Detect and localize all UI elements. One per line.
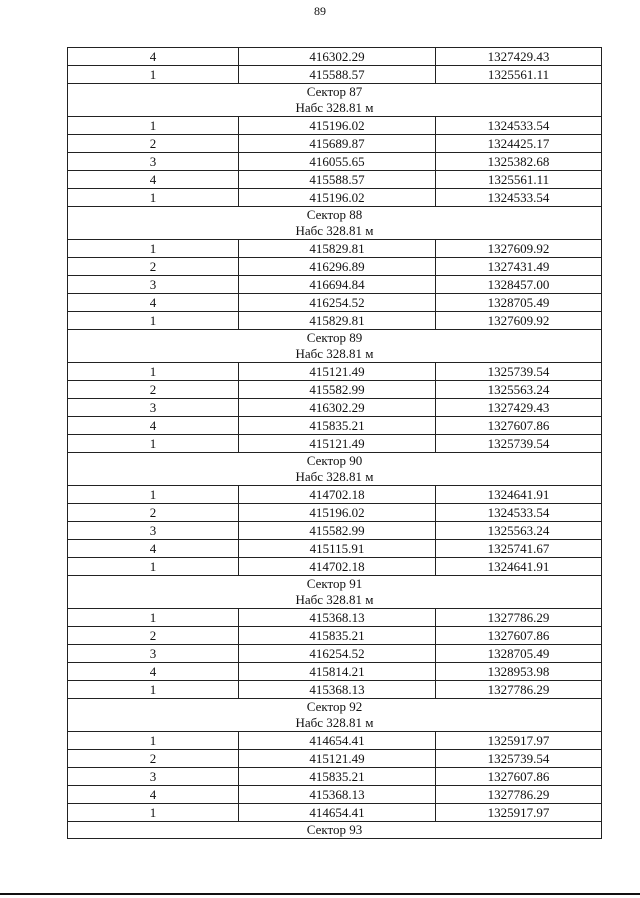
sector-header-row bbox=[68, 84, 602, 101]
y-coordinate: 1327786.29 bbox=[436, 681, 602, 699]
point-number: 1 bbox=[68, 66, 239, 84]
y-coordinate: 1327786.29 bbox=[436, 786, 602, 804]
table-row bbox=[68, 558, 602, 576]
x-coordinate: 415196.02 bbox=[239, 504, 436, 522]
sector-title: Сектор 91 bbox=[68, 576, 602, 593]
x-coordinate: 416055.65 bbox=[239, 153, 436, 171]
table-row bbox=[68, 768, 602, 786]
sector-height-row bbox=[68, 469, 602, 486]
y-coordinate: 1327609.92 bbox=[436, 240, 602, 258]
point-number: 3 bbox=[68, 645, 239, 663]
y-coordinate: 1328953.98 bbox=[436, 663, 602, 681]
table-row bbox=[68, 294, 602, 312]
x-coordinate: 415368.13 bbox=[239, 609, 436, 627]
point-number: 2 bbox=[68, 627, 239, 645]
table-row bbox=[68, 276, 602, 294]
x-coordinate: 416296.89 bbox=[239, 258, 436, 276]
sector-title: Сектор 89 bbox=[68, 330, 602, 347]
point-number: 1 bbox=[68, 681, 239, 699]
point-number: 2 bbox=[68, 750, 239, 768]
point-number: 3 bbox=[68, 522, 239, 540]
y-coordinate: 1324533.54 bbox=[436, 117, 602, 135]
y-coordinate: 1325917.97 bbox=[436, 732, 602, 750]
y-coordinate: 1328457.00 bbox=[436, 276, 602, 294]
y-coordinate: 1324641.91 bbox=[436, 558, 602, 576]
sector-title: Сектор 90 bbox=[68, 453, 602, 470]
point-number: 2 bbox=[68, 135, 239, 153]
sector-header-row bbox=[68, 330, 602, 347]
x-coordinate: 414702.18 bbox=[239, 486, 436, 504]
y-coordinate: 1325739.54 bbox=[436, 363, 602, 381]
x-coordinate: 416302.29 bbox=[239, 399, 436, 417]
y-coordinate: 1325741.67 bbox=[436, 540, 602, 558]
point-number: 3 bbox=[68, 399, 239, 417]
x-coordinate: 415689.87 bbox=[239, 135, 436, 153]
sector-height: Набс 328.81 м bbox=[68, 100, 602, 117]
table-row bbox=[68, 66, 602, 84]
x-coordinate: 415829.81 bbox=[239, 240, 436, 258]
sector-height: Набс 328.81 м bbox=[68, 223, 602, 240]
table-row bbox=[68, 363, 602, 381]
point-number: 4 bbox=[68, 171, 239, 189]
y-coordinate: 1325382.68 bbox=[436, 153, 602, 171]
x-coordinate: 415368.13 bbox=[239, 681, 436, 699]
x-coordinate: 415121.49 bbox=[239, 435, 436, 453]
page-number: 89 bbox=[314, 4, 326, 18]
point-number: 2 bbox=[68, 381, 239, 399]
sector-title: Сектор 92 bbox=[68, 699, 602, 716]
sector-height: Набс 328.81 м bbox=[68, 592, 602, 609]
table-row bbox=[68, 381, 602, 399]
x-coordinate: 415829.81 bbox=[239, 312, 436, 330]
point-number: 1 bbox=[68, 312, 239, 330]
point-number: 1 bbox=[68, 363, 239, 381]
x-coordinate: 415121.49 bbox=[239, 363, 436, 381]
sector-height-row bbox=[68, 715, 602, 732]
y-coordinate: 1328705.49 bbox=[436, 294, 602, 312]
table-row bbox=[68, 117, 602, 135]
y-coordinate: 1327429.43 bbox=[436, 48, 602, 66]
table-row bbox=[68, 786, 602, 804]
sector-height-row bbox=[68, 346, 602, 363]
table-row bbox=[68, 750, 602, 768]
x-coordinate: 414702.18 bbox=[239, 558, 436, 576]
table-row bbox=[68, 504, 602, 522]
sector-height-row bbox=[68, 592, 602, 609]
x-coordinate: 415582.99 bbox=[239, 381, 436, 399]
point-number: 4 bbox=[68, 663, 239, 681]
x-coordinate: 416302.29 bbox=[239, 48, 436, 66]
table-row bbox=[68, 732, 602, 750]
y-coordinate: 1327607.86 bbox=[436, 768, 602, 786]
x-coordinate: 416694.84 bbox=[239, 276, 436, 294]
x-coordinate: 415835.21 bbox=[239, 768, 436, 786]
point-number: 3 bbox=[68, 768, 239, 786]
sector-height: Набс 328.81 м bbox=[68, 715, 602, 732]
x-coordinate: 415814.21 bbox=[239, 663, 436, 681]
point-number: 1 bbox=[68, 804, 239, 822]
table-row bbox=[68, 627, 602, 645]
point-number: 2 bbox=[68, 258, 239, 276]
table-row bbox=[68, 435, 602, 453]
table-row bbox=[68, 804, 602, 822]
y-coordinate: 1325563.24 bbox=[436, 381, 602, 399]
sector-title: Сектор 87 bbox=[68, 84, 602, 101]
sector-header-row bbox=[68, 576, 602, 593]
x-coordinate: 415835.21 bbox=[239, 417, 436, 435]
y-coordinate: 1325561.11 bbox=[436, 171, 602, 189]
x-coordinate: 415121.49 bbox=[239, 750, 436, 768]
x-coordinate: 416254.52 bbox=[239, 645, 436, 663]
point-number: 4 bbox=[68, 294, 239, 312]
point-number: 4 bbox=[68, 786, 239, 804]
sector-title: Сектор 88 bbox=[68, 207, 602, 224]
point-number: 1 bbox=[68, 240, 239, 258]
page-bottom-border bbox=[0, 893, 640, 895]
y-coordinate: 1325917.97 bbox=[436, 804, 602, 822]
x-coordinate: 414654.41 bbox=[239, 732, 436, 750]
table-row bbox=[68, 171, 602, 189]
sector-height: Набс 328.81 м bbox=[68, 469, 602, 486]
x-coordinate: 414654.41 bbox=[239, 804, 436, 822]
point-number: 1 bbox=[68, 609, 239, 627]
point-number: 1 bbox=[68, 732, 239, 750]
point-number: 4 bbox=[68, 48, 239, 66]
table-row bbox=[68, 417, 602, 435]
y-coordinate: 1325739.54 bbox=[436, 435, 602, 453]
sector-header-row bbox=[68, 207, 602, 224]
table-row bbox=[68, 258, 602, 276]
table-row bbox=[68, 540, 602, 558]
table-row bbox=[68, 663, 602, 681]
y-coordinate: 1327607.86 bbox=[436, 627, 602, 645]
point-number: 1 bbox=[68, 189, 239, 207]
x-coordinate: 415196.02 bbox=[239, 189, 436, 207]
table-row bbox=[68, 153, 602, 171]
sector-header-row bbox=[68, 453, 602, 470]
x-coordinate: 415115.91 bbox=[239, 540, 436, 558]
y-coordinate: 1324533.54 bbox=[436, 189, 602, 207]
sector-header-row bbox=[68, 822, 602, 839]
point-number: 3 bbox=[68, 276, 239, 294]
sector-header-row bbox=[68, 699, 602, 716]
table-row bbox=[68, 486, 602, 504]
table-row bbox=[68, 240, 602, 258]
sector-height-row bbox=[68, 223, 602, 240]
x-coordinate: 415582.99 bbox=[239, 522, 436, 540]
x-coordinate: 416254.52 bbox=[239, 294, 436, 312]
y-coordinate: 1324533.54 bbox=[436, 504, 602, 522]
point-number: 2 bbox=[68, 504, 239, 522]
point-number: 1 bbox=[68, 558, 239, 576]
point-number: 4 bbox=[68, 417, 239, 435]
table-row bbox=[68, 645, 602, 663]
y-coordinate: 1324425.17 bbox=[436, 135, 602, 153]
coordinates-table-body bbox=[68, 48, 602, 839]
y-coordinate: 1327607.86 bbox=[436, 417, 602, 435]
y-coordinate: 1327429.43 bbox=[436, 399, 602, 417]
y-coordinate: 1325563.24 bbox=[436, 522, 602, 540]
table-row bbox=[68, 189, 602, 207]
table-row bbox=[68, 609, 602, 627]
x-coordinate: 415196.02 bbox=[239, 117, 436, 135]
point-number: 1 bbox=[68, 435, 239, 453]
y-coordinate: 1325561.11 bbox=[436, 66, 602, 84]
table-row bbox=[68, 522, 602, 540]
y-coordinate: 1324641.91 bbox=[436, 486, 602, 504]
sector-height: Набс 328.81 м bbox=[68, 346, 602, 363]
point-number: 1 bbox=[68, 117, 239, 135]
table-row bbox=[68, 312, 602, 330]
table-row bbox=[68, 135, 602, 153]
point-number: 3 bbox=[68, 153, 239, 171]
coordinates-table bbox=[67, 47, 602, 839]
sector-title: Сектор 93 bbox=[68, 822, 602, 839]
sector-height-row bbox=[68, 100, 602, 117]
table-row bbox=[68, 48, 602, 66]
y-coordinate: 1328705.49 bbox=[436, 645, 602, 663]
x-coordinate: 415368.13 bbox=[239, 786, 436, 804]
x-coordinate: 415835.21 bbox=[239, 627, 436, 645]
point-number: 1 bbox=[68, 486, 239, 504]
x-coordinate: 415588.57 bbox=[239, 66, 436, 84]
x-coordinate: 415588.57 bbox=[239, 171, 436, 189]
table-row bbox=[68, 681, 602, 699]
y-coordinate: 1327786.29 bbox=[436, 609, 602, 627]
y-coordinate: 1325739.54 bbox=[436, 750, 602, 768]
y-coordinate: 1327609.92 bbox=[436, 312, 602, 330]
point-number: 4 bbox=[68, 540, 239, 558]
table-row bbox=[68, 399, 602, 417]
y-coordinate: 1327431.49 bbox=[436, 258, 602, 276]
